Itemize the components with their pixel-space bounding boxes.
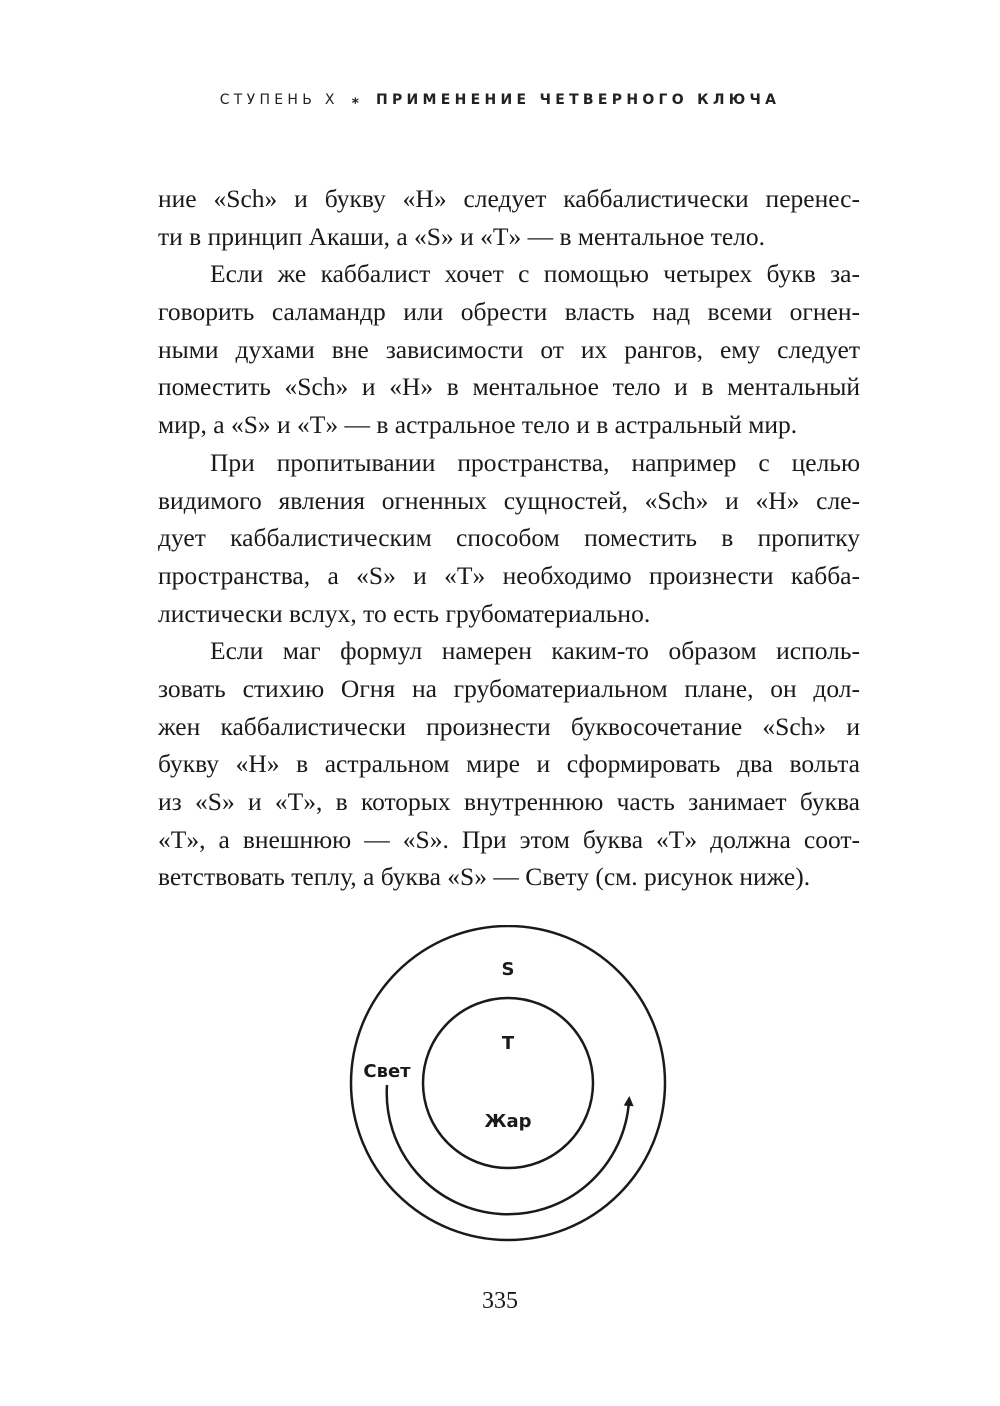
inner-label: T bbox=[501, 1033, 515, 1054]
text-line: листически вслух, то есть грубоматериально. bbox=[158, 598, 651, 628]
text-line: жен каббалистически произнести буквосочетание «Sch» и bbox=[158, 711, 860, 741]
running-head bbox=[0, 92, 1000, 108]
text-line: из «S» и «T», в которых внутреннюю часть занимает буква bbox=[158, 787, 860, 816]
text-line: ние «Sch» и букву «H» следует каббалистически перенес- bbox=[158, 184, 860, 213]
text-line: Если же каббалист хочет с помощью четырех букв за- bbox=[210, 259, 860, 289]
text-line: дует каббалистическим способом поместить в пропитку bbox=[158, 523, 860, 553]
light-arrow-icon bbox=[387, 1085, 629, 1214]
running-head-chapter: ПРИМЕНЕНИЕ ЧЕТВЕРНОГО КЛЮЧА bbox=[375, 92, 781, 108]
text-line: говорить саламандр или обрести власть над всеми огнен- bbox=[158, 297, 860, 327]
running-head-separator: ⁎ bbox=[351, 92, 364, 108]
text-line: ти в принцип Акаши, а «S» и «T» — в ментальное тело. bbox=[158, 221, 766, 251]
text-line: букву «H» в астральном мире и сформировать два вольта bbox=[158, 749, 860, 779]
text-line: При пропитывании пространства, например с целью bbox=[210, 447, 860, 477]
text-line: поместить «Sch» и «H» в ментальное тело и в ментальный bbox=[158, 372, 860, 402]
text-line: «T», а внешнюю — «S». При этом буква «T» должна соот- bbox=[158, 824, 860, 854]
text-line: мир, а «S» и «T» — в астральное тело и в астральный мир. bbox=[158, 410, 798, 440]
text-line: ветствовать теплу, а буква «S» — Свету (см. рисунок ниже). bbox=[158, 862, 811, 892]
heat-label: Жар bbox=[484, 1111, 532, 1132]
light-label: Свет bbox=[363, 1061, 411, 1082]
text-line: ными духами вне зависимости от их рангов, ему следует bbox=[158, 334, 860, 364]
text-line: Если маг формул намерен каким-то образом исполь- bbox=[210, 636, 860, 666]
volt-diagram bbox=[348, 925, 668, 1245]
body-text bbox=[158, 180, 860, 896]
text-line: зовать стихию Огня на грубоматериальном плане, он дол- bbox=[158, 673, 860, 703]
running-head-step: СТУПЕНЬ X bbox=[219, 92, 339, 108]
inner-circle bbox=[423, 998, 593, 1168]
outer-label: S bbox=[501, 959, 515, 980]
text-line: пространства, а «S» и «T» необходимо произнести кабба- bbox=[158, 560, 860, 590]
page-number: 335 bbox=[482, 1288, 518, 1314]
text-line: видимого явления огненных сущностей, «Sch» и «H» сле- bbox=[158, 485, 860, 515]
